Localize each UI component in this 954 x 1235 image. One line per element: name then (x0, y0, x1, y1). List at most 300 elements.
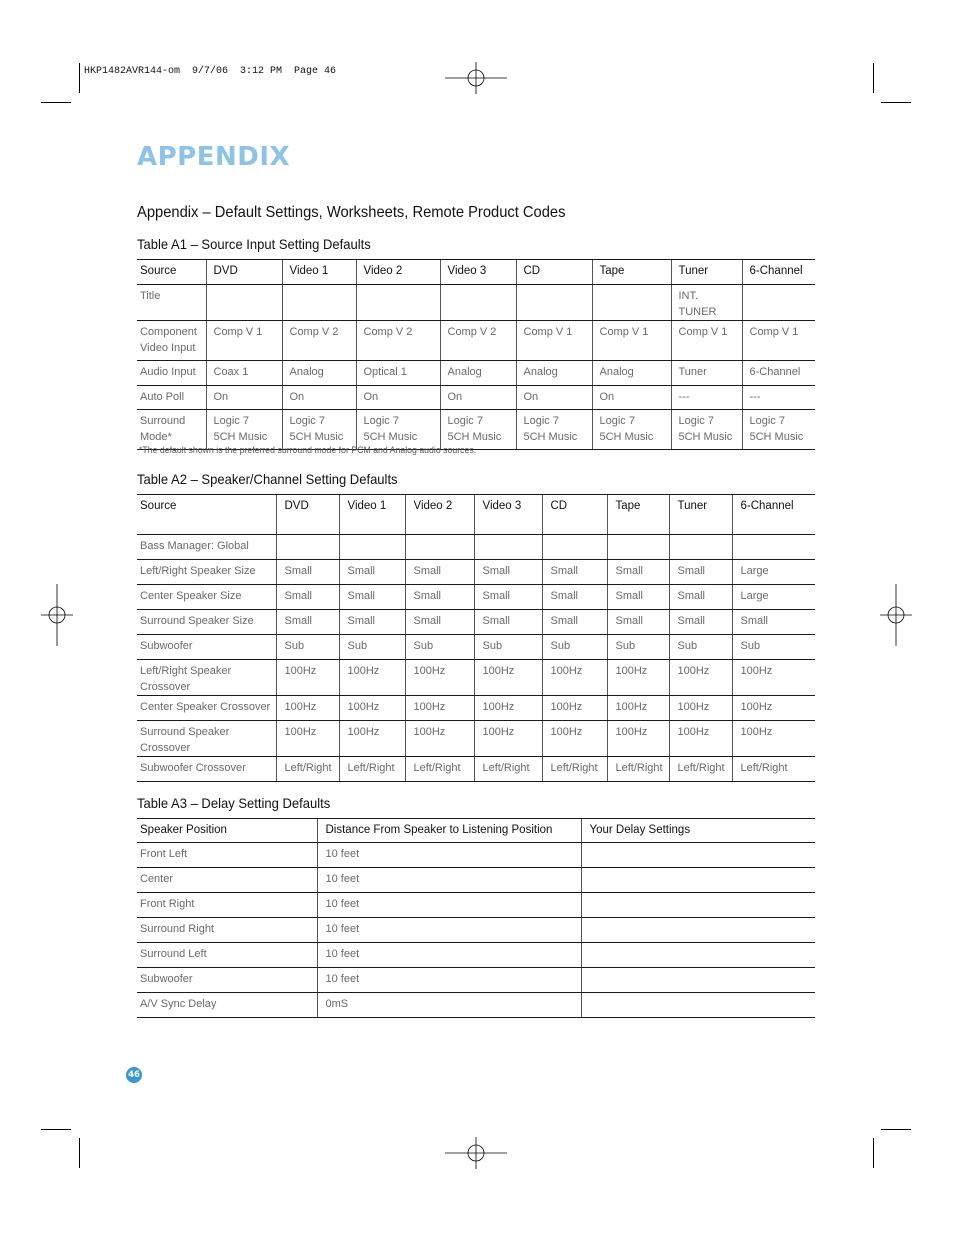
cell-text: Surround Left (140, 948, 207, 960)
cell-text: 100Hz (482, 665, 515, 677)
row-label-cell (137, 386, 206, 410)
table-row (137, 585, 815, 610)
table-cell (516, 285, 592, 321)
cell-text: Small (550, 590, 579, 602)
cell-text: Small (615, 590, 644, 602)
table-cell (405, 757, 474, 782)
table-cell (282, 321, 356, 361)
table-cell (732, 635, 815, 660)
table-cell (742, 285, 815, 321)
table-cell (669, 610, 732, 635)
cell-text: Small (413, 565, 442, 577)
cell-text: 100Hz (284, 726, 317, 738)
table-cell (356, 361, 440, 386)
table-cell (282, 386, 356, 410)
row-label-cell (137, 918, 317, 943)
table-cell (581, 868, 815, 893)
cell-text: 0mS (325, 998, 349, 1010)
cell-text: Surround Speaker Size (140, 615, 254, 627)
cell-text: Sub (740, 640, 761, 652)
cell-text: Left/Right Speaker Crossover (140, 665, 232, 693)
row-label-cell (137, 696, 276, 721)
cell-text: Logic 7 5CH Music (678, 415, 733, 443)
table-cell (317, 968, 581, 993)
cell-text: Small (482, 565, 511, 577)
crop-mark-bottom-left-v (79, 1138, 80, 1168)
table-cell (339, 635, 405, 660)
table-cell (405, 535, 474, 560)
table-header-row (137, 495, 815, 535)
cell-text: Comp V 1 (749, 326, 799, 338)
cell-text: 10 feet (325, 898, 360, 910)
cell-text: Audio Input (140, 366, 196, 378)
table-cell (474, 585, 542, 610)
cell-text: Center Speaker Size (140, 590, 242, 602)
table-cell (474, 535, 542, 560)
table-cell (356, 321, 440, 361)
cell-text: 100Hz (677, 726, 710, 738)
row-label-cell (137, 610, 276, 635)
cell-text: Sub (550, 640, 571, 652)
table-cell (317, 893, 581, 918)
crop-mark-bottom-right-v (873, 1138, 874, 1168)
cell-text: 10 feet (325, 923, 360, 935)
table-cell (474, 696, 542, 721)
cell-text: Auto Poll (140, 391, 185, 403)
table-cell (732, 585, 815, 610)
table-cell (276, 635, 339, 660)
cell-text: Bass Manager: Global (140, 540, 249, 552)
cell-text: Logic 7 5CH Music (289, 415, 344, 443)
column-header: Video 3 (440, 260, 516, 285)
cell-text: Left/Right (550, 762, 598, 774)
table-row (137, 386, 815, 410)
row-label-cell (137, 660, 276, 696)
row-label-cell (137, 843, 317, 868)
cell-text: 100Hz (347, 701, 380, 713)
cell-text: Small (677, 615, 706, 627)
table-row (137, 918, 815, 943)
table-row (137, 321, 815, 361)
table-cell (405, 660, 474, 696)
table-cell (732, 757, 815, 782)
cell-text: On (289, 391, 305, 403)
table-cell (732, 660, 815, 696)
page-number-badge: 46 (126, 1067, 142, 1083)
table-a2-title: Table A2 – Speaker/Channel Setting Defaults (137, 471, 398, 487)
table-row (137, 410, 815, 450)
cell-text: Logic 7 5CH Music (749, 415, 804, 443)
table-cell (671, 386, 742, 410)
table-cell (592, 361, 671, 386)
crop-mark-bottom-left-h (41, 1129, 71, 1130)
cell-text: Sub (413, 640, 434, 652)
table-cell (282, 361, 356, 386)
cell-text: Analog (289, 366, 324, 378)
table-row (137, 285, 815, 321)
table-row (137, 635, 815, 660)
table-row (137, 660, 815, 696)
table-cell (592, 410, 671, 450)
row-label-cell (137, 535, 276, 560)
crop-mark-top-left-h (41, 102, 71, 103)
table-row (137, 560, 815, 585)
cell-text: 100Hz (677, 701, 710, 713)
cell-text: Small (284, 615, 313, 627)
table-cell (542, 660, 607, 696)
table-cell (440, 410, 516, 450)
column-header: CD (542, 495, 607, 535)
table-cell (276, 535, 339, 560)
table-cell (282, 410, 356, 450)
table-cell (440, 321, 516, 361)
table-cell (669, 535, 732, 560)
cell-text: Small (413, 615, 442, 627)
table-a1-source-input-defaults (137, 259, 815, 450)
table-cell (317, 993, 581, 1018)
table-cell (732, 610, 815, 635)
table-header-row (137, 819, 815, 843)
table-cell (356, 386, 440, 410)
table-a1-footnote: *The default shown is the preferred surround mode for PCM and Analog audio sources. (139, 445, 477, 456)
cell-text: Surround Speaker Crossover (140, 726, 230, 754)
table-cell (581, 893, 815, 918)
table-cell (440, 386, 516, 410)
table-cell (356, 410, 440, 450)
cell-text: 100Hz (550, 665, 583, 677)
column-header: CD (516, 260, 592, 285)
cell-text: 100Hz (482, 726, 515, 738)
cell-text: Left/Right (740, 762, 788, 774)
table-cell (339, 585, 405, 610)
table-row (137, 893, 815, 918)
cell-text: Small (615, 615, 644, 627)
table-cell (339, 721, 405, 757)
cell-text: 10 feet (325, 973, 360, 985)
table-cell (742, 386, 815, 410)
table-cell (671, 321, 742, 361)
cell-text: Analog (447, 366, 482, 378)
table-cell (669, 721, 732, 757)
registration-mark-right-icon (880, 584, 912, 646)
cell-text: Small (347, 590, 376, 602)
table-cell (474, 610, 542, 635)
row-label-cell (137, 635, 276, 660)
cell-text: On (363, 391, 379, 403)
table-cell (317, 843, 581, 868)
column-header: Your Delay Settings (581, 819, 815, 843)
cell-text: Small (284, 565, 313, 577)
row-label-cell (137, 968, 317, 993)
cell-text: On (523, 391, 539, 403)
table-cell (276, 660, 339, 696)
table-cell (516, 361, 592, 386)
cell-text: 100Hz (615, 701, 648, 713)
cell-text: A/V Sync Delay (140, 998, 217, 1010)
table-row (137, 868, 815, 893)
cell-text: 100Hz (615, 726, 648, 738)
cell-text: Left/Right (413, 762, 461, 774)
cell-text: On (599, 391, 615, 403)
row-label-cell (137, 585, 276, 610)
table-cell (405, 560, 474, 585)
cell-text: Subwoofer Crossover (140, 762, 246, 774)
cell-text: 100Hz (740, 726, 773, 738)
table-cell (607, 560, 669, 585)
cell-text: 100Hz (284, 665, 317, 677)
cell-text: Front Right (140, 898, 195, 910)
cell-text: 100Hz (413, 726, 446, 738)
cell-text: Tuner (678, 366, 707, 378)
table-a3-delay-defaults (137, 818, 815, 1018)
cell-text: Sub (482, 640, 503, 652)
cell-text: Small (347, 615, 376, 627)
table-cell (732, 721, 815, 757)
table-cell (516, 321, 592, 361)
table-row (137, 610, 815, 635)
column-header: Source (137, 495, 276, 535)
row-label-cell (137, 943, 317, 968)
cell-text: 100Hz (347, 726, 380, 738)
cell-text: Left/Right (677, 762, 725, 774)
cell-text: 10 feet (325, 873, 360, 885)
cell-text: Sub (347, 640, 368, 652)
cell-text: Comp V 1 (599, 326, 649, 338)
printer-slug: HKP1482AVR144-om 9/7/06 3:12 PM Page 46 (84, 66, 337, 77)
cell-text: 100Hz (615, 665, 648, 677)
table-cell (671, 285, 742, 321)
table-cell (339, 535, 405, 560)
table-cell (732, 560, 815, 585)
table-cell (206, 361, 282, 386)
table-cell (405, 585, 474, 610)
cell-text: 100Hz (740, 701, 773, 713)
table-cell (669, 696, 732, 721)
table-cell (732, 535, 815, 560)
cell-text: 100Hz (550, 701, 583, 713)
cell-text: Comp V 2 (447, 326, 497, 338)
table-cell (206, 386, 282, 410)
cell-text: Small (740, 615, 769, 627)
registration-mark-top-icon (445, 62, 507, 94)
table-cell (317, 868, 581, 893)
column-header: DVD (206, 260, 282, 285)
cell-text: 6-Channel (749, 366, 801, 378)
cell-text: Comp V 2 (363, 326, 413, 338)
cell-text: Comp V 2 (289, 326, 339, 338)
cell-text: 100Hz (284, 701, 317, 713)
table-cell (474, 560, 542, 585)
column-header: Tape (592, 260, 671, 285)
cell-text: On (447, 391, 463, 403)
page-subtitle: Appendix – Default Settings, Worksheets, Remote Product Codes (137, 204, 566, 221)
cell-text: Sub (284, 640, 305, 652)
table-row (137, 696, 815, 721)
column-header: Tuner (669, 495, 732, 535)
cell-text: Center (140, 873, 174, 885)
table-cell (276, 757, 339, 782)
table-cell (516, 410, 592, 450)
table-cell (607, 635, 669, 660)
table-cell (607, 757, 669, 782)
table-cell (581, 843, 815, 868)
table-cell (671, 410, 742, 450)
cell-text: Small (482, 615, 511, 627)
cell-text: 10 feet (325, 948, 360, 960)
row-label-cell (137, 993, 317, 1018)
table-row (137, 535, 815, 560)
column-header: Tape (607, 495, 669, 535)
row-label-cell (137, 757, 276, 782)
cell-text: On (213, 391, 229, 403)
cell-text: 10 feet (325, 848, 360, 860)
cell-text: Surround Right (140, 923, 214, 935)
table-cell (581, 918, 815, 943)
table-cell (516, 386, 592, 410)
cell-text: Title (140, 290, 161, 302)
row-label-cell (137, 410, 206, 450)
cell-text: Comp V 1 (213, 326, 263, 338)
table-cell (405, 610, 474, 635)
column-header: Tuner (671, 260, 742, 285)
cell-text: Subwoofer (140, 973, 193, 985)
cell-text: Small (550, 565, 579, 577)
cell-text: Logic 7 5CH Music (523, 415, 578, 443)
table-cell (607, 585, 669, 610)
table-cell (317, 918, 581, 943)
table-cell (405, 721, 474, 757)
table-cell (339, 610, 405, 635)
table-row (137, 361, 815, 386)
table-row (137, 843, 815, 868)
registration-mark-left-icon (41, 584, 73, 646)
cell-text: Small (615, 565, 644, 577)
column-header: Distance From Speaker to Listening Position (317, 819, 581, 843)
row-label-cell (137, 721, 276, 757)
table-cell (542, 696, 607, 721)
table-cell (542, 635, 607, 660)
column-header: 6-Channel (732, 495, 815, 535)
column-header: Source (137, 260, 206, 285)
table-cell (542, 560, 607, 585)
table-cell (742, 361, 815, 386)
cell-text: 100Hz (482, 701, 515, 713)
cell-text: Left/Right Speaker Size (140, 565, 256, 577)
table-cell (317, 943, 581, 968)
row-label-cell (137, 893, 317, 918)
table-cell (592, 321, 671, 361)
cell-text: Small (413, 590, 442, 602)
table-cell (542, 610, 607, 635)
cell-text: Subwoofer (140, 640, 193, 652)
cell-text: Logic 7 5CH Music (363, 415, 418, 443)
table-cell (474, 635, 542, 660)
cell-text: Large (740, 590, 769, 602)
table-cell (742, 410, 815, 450)
cell-text: Left/Right (284, 762, 332, 774)
table-cell (474, 757, 542, 782)
table-a2-speaker-channel-defaults (137, 494, 815, 782)
cell-text: 100Hz (740, 665, 773, 677)
cell-text: Small (677, 590, 706, 602)
table-row (137, 757, 815, 782)
table-cell (282, 285, 356, 321)
cell-text: 100Hz (347, 665, 380, 677)
table-cell (742, 321, 815, 361)
table-cell (581, 968, 815, 993)
table-cell (474, 660, 542, 696)
appendix-heading: APPENDIX (137, 142, 291, 172)
table-cell (405, 635, 474, 660)
table-cell (339, 696, 405, 721)
cell-text: Left/Right (615, 762, 663, 774)
cell-text: Optical 1 (363, 366, 407, 378)
table-cell (276, 696, 339, 721)
table-cell (581, 993, 815, 1018)
table-row (137, 993, 815, 1018)
column-header: DVD (276, 495, 339, 535)
table-cell (276, 721, 339, 757)
table-cell (607, 660, 669, 696)
crop-mark-bottom-right-h (881, 1129, 911, 1130)
cell-text: Component Video Input (140, 326, 197, 354)
table-cell (206, 285, 282, 321)
table-cell (276, 610, 339, 635)
cell-text: 100Hz (550, 726, 583, 738)
table-cell (669, 585, 732, 610)
table-cell (592, 285, 671, 321)
table-cell (356, 285, 440, 321)
row-label-cell (137, 285, 206, 321)
table-row (137, 943, 815, 968)
table-cell (607, 721, 669, 757)
cell-text: Small (550, 615, 579, 627)
cell-text: 100Hz (413, 701, 446, 713)
cell-text: Comp V 1 (523, 326, 573, 338)
table-cell (607, 696, 669, 721)
table-cell (542, 535, 607, 560)
cell-text: Coax 1 (213, 366, 249, 378)
crop-mark-top-right-v (873, 63, 874, 93)
cell-text: Left/Right (482, 762, 530, 774)
crop-mark-top-left-v (79, 63, 80, 93)
cell-text: INT. TUNER (678, 290, 717, 318)
cell-text: Small (482, 590, 511, 602)
row-label-cell (137, 560, 276, 585)
cell-text: Small (284, 590, 313, 602)
table-cell (405, 696, 474, 721)
table-row (137, 968, 815, 993)
table-row (137, 721, 815, 757)
table-a3-title: Table A3 – Delay Setting Defaults (137, 795, 331, 811)
column-header: 6-Channel (742, 260, 815, 285)
cell-text: Logic 7 5CH Music (213, 415, 268, 443)
table-cell (474, 721, 542, 757)
cell-text: Sub (677, 640, 698, 652)
cell-text: 100Hz (677, 665, 710, 677)
cell-text: Center Speaker Crossover (140, 701, 271, 713)
cell-text: --- (749, 391, 761, 403)
table-cell (607, 535, 669, 560)
cell-text: Logic 7 5CH Music (447, 415, 502, 443)
table-cell (440, 361, 516, 386)
table-cell (339, 757, 405, 782)
row-label-cell (137, 868, 317, 893)
row-label-cell (137, 321, 206, 361)
cell-text: Comp V 1 (678, 326, 728, 338)
column-header: Video 2 (405, 495, 474, 535)
table-cell (669, 660, 732, 696)
